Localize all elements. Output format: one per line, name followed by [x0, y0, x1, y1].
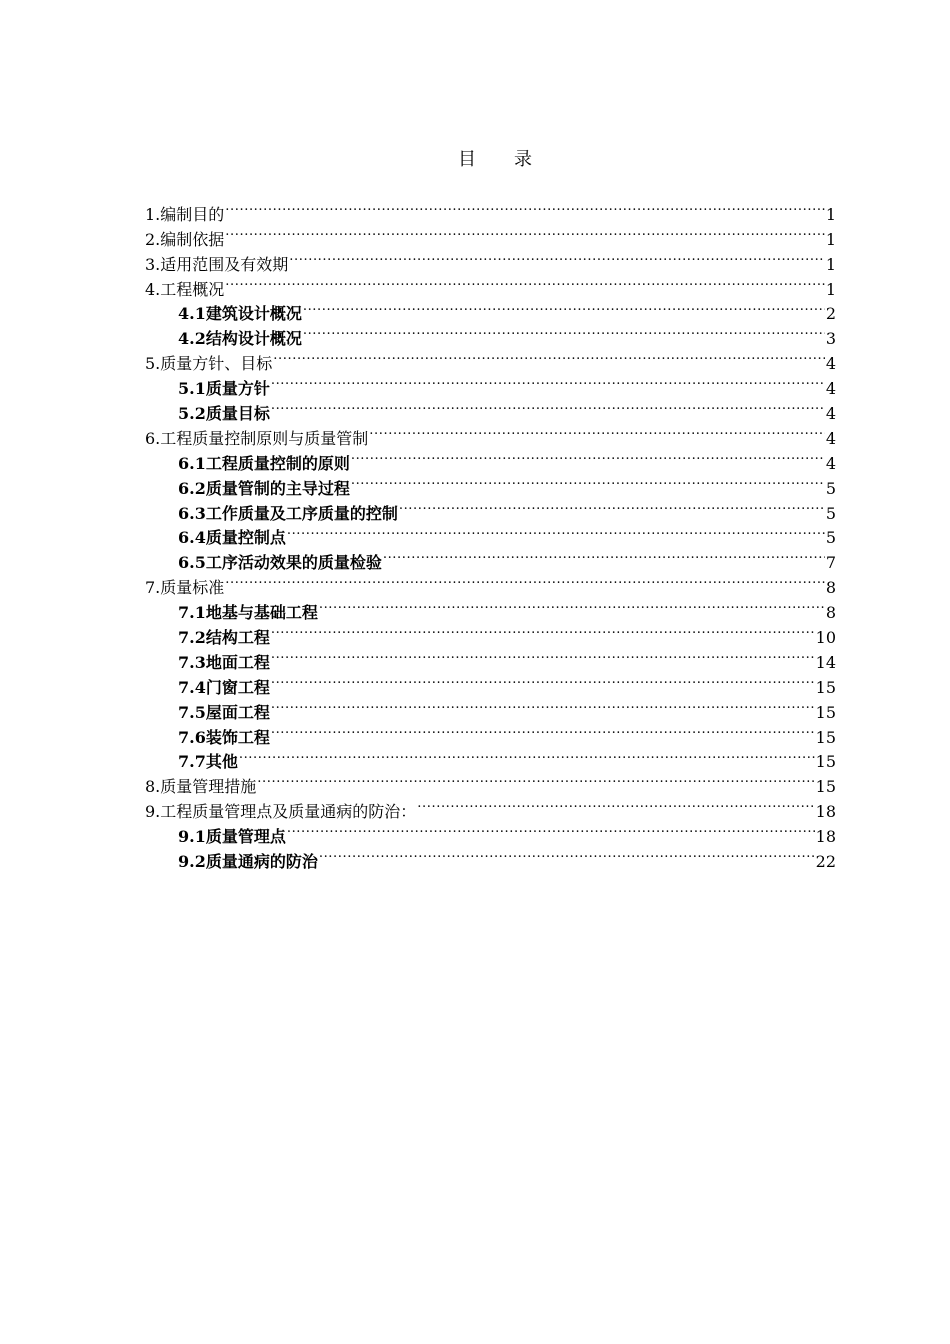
toc-entry[interactable]	[145, 295, 836, 324]
toc-entry-page-number: 8	[825, 578, 836, 598]
toc-entry-page-number: 4	[825, 354, 836, 374]
dot-leader	[270, 618, 815, 643]
toc-entry-page-number: 15	[815, 702, 836, 722]
title-char-1: 目	[458, 149, 476, 170]
toc-entry-page-number: 15	[815, 752, 836, 772]
toc-entry-label: 7.4门窗工程	[178, 677, 270, 697]
dot-leader	[382, 543, 825, 568]
toc-entry-label: 6.1工程质量控制的原则	[178, 453, 350, 473]
toc-entry[interactable]	[145, 593, 836, 623]
toc-entry-label: 7.质量标准	[145, 578, 225, 598]
dot-leader	[270, 693, 815, 718]
toc-entry-page-number: 15	[815, 777, 836, 797]
toc-entry-page-number: 5	[825, 528, 836, 548]
toc-entry-label: 4.2结构设计概况	[178, 329, 302, 349]
toc-entry[interactable]	[145, 220, 836, 249]
toc-entry-page-number: 15	[815, 727, 836, 747]
toc-entry-label: 6.5工序活动效果的质量检验	[178, 553, 382, 573]
toc-entry-page-number: 15	[815, 677, 836, 697]
toc-entry-label: 6.工程质量控制原则与质量管制	[145, 428, 369, 448]
dot-leader	[224, 270, 825, 295]
dot-leader	[350, 444, 825, 469]
dot-leader	[256, 767, 814, 792]
toc-entry-label: 1.编制目的	[145, 204, 225, 224]
dot-leader	[416, 792, 814, 817]
toc-entry[interactable]	[145, 195, 836, 224]
table-of-contents	[145, 195, 836, 872]
toc-entry-label: 8.质量管理措施	[145, 777, 257, 797]
toc-entry-page-number: 1	[825, 204, 836, 224]
toc-entry-page-number: 1	[825, 279, 836, 299]
toc-entry-label: 7.5屋面工程	[178, 702, 270, 722]
dot-leader	[270, 369, 825, 394]
toc-entry-page-number: 4	[825, 428, 836, 448]
dot-leader	[270, 643, 815, 668]
toc-entry-page-number: 4	[825, 453, 836, 473]
toc-entry-label: 7.3地面工程	[178, 652, 270, 672]
toc-entry-page-number: 3	[825, 329, 836, 349]
title-char-2: 录	[514, 149, 532, 170]
dot-leader	[288, 245, 825, 270]
dot-leader	[350, 469, 825, 494]
toc-entry-page-number: 1	[825, 229, 836, 249]
dot-leader	[238, 743, 815, 768]
toc-entry-label: 9.1质量管理点	[178, 827, 286, 847]
toc-entry-page-number: 22	[815, 852, 836, 872]
dot-leader	[224, 195, 825, 220]
toc-entry-label: 7.2结构工程	[178, 628, 270, 648]
dot-leader	[286, 519, 825, 544]
toc-entry-page-number: 4	[825, 404, 836, 424]
toc-entry-label: 5.质量方针、目标	[145, 354, 273, 374]
toc-entry-label: 2.编制依据	[145, 229, 225, 249]
dot-leader	[286, 817, 815, 842]
toc-entry-label: 3.适用范围及有效期	[145, 254, 289, 274]
toc-entry-page-number: 18	[815, 827, 836, 847]
dot-leader	[398, 494, 825, 519]
toc-entry-label: 5.2质量目标	[178, 404, 270, 424]
dot-leader	[270, 394, 825, 419]
dot-leader	[224, 568, 825, 593]
dot-leader	[270, 668, 815, 693]
dot-leader	[224, 220, 825, 245]
toc-entry-label: 7.7其他	[178, 752, 238, 772]
toc-entry-label: 6.3工作质量及工序质量的控制	[178, 503, 398, 523]
toc-entry-label: 4.1建筑设计概况	[178, 304, 302, 324]
toc-entry-label: 7.1地基与基础工程	[178, 603, 318, 623]
toc-entry-label: 9.2质量通病的防治	[178, 852, 318, 872]
toc-entry-label: 7.6装饰工程	[178, 727, 270, 747]
toc-entry-page-number: 4	[825, 379, 836, 399]
toc-entry-page-number: 8	[825, 603, 836, 623]
toc-entry[interactable]	[145, 767, 836, 797]
toc-entry-label: 4.工程概况	[145, 279, 225, 299]
toc-entry[interactable]	[145, 270, 836, 299]
dot-leader	[318, 842, 815, 867]
toc-entry-page-number: 7	[825, 553, 836, 573]
toc-entry[interactable]	[145, 743, 836, 772]
dot-leader	[368, 419, 825, 444]
toc-entry-page-number: 5	[825, 478, 836, 498]
toc-entry[interactable]	[145, 568, 836, 598]
dot-leader	[318, 593, 825, 618]
toc-entry-label: 6.2质量管制的主导过程	[178, 478, 350, 498]
toc-entry-page-number: 14	[815, 652, 836, 672]
page-title	[0, 145, 950, 171]
toc-entry-page-number: 18	[815, 802, 836, 822]
toc-entry-page-number: 2	[825, 304, 836, 324]
toc-entry-page-number: 10	[815, 628, 836, 648]
toc-entry-page-number: 1	[825, 254, 836, 274]
toc-entry-label: 9.工程质量管理点及质量通病的防治：	[145, 802, 417, 822]
dot-leader	[302, 319, 825, 344]
toc-entry-label: 6.4质量控制点	[178, 528, 286, 548]
toc-entry-label: 5.1质量方针	[178, 379, 270, 399]
dot-leader	[270, 718, 815, 743]
dot-leader	[272, 344, 825, 369]
toc-entry-page-number: 5	[825, 503, 836, 523]
dot-leader	[302, 295, 825, 320]
toc-entry[interactable]	[145, 245, 836, 274]
